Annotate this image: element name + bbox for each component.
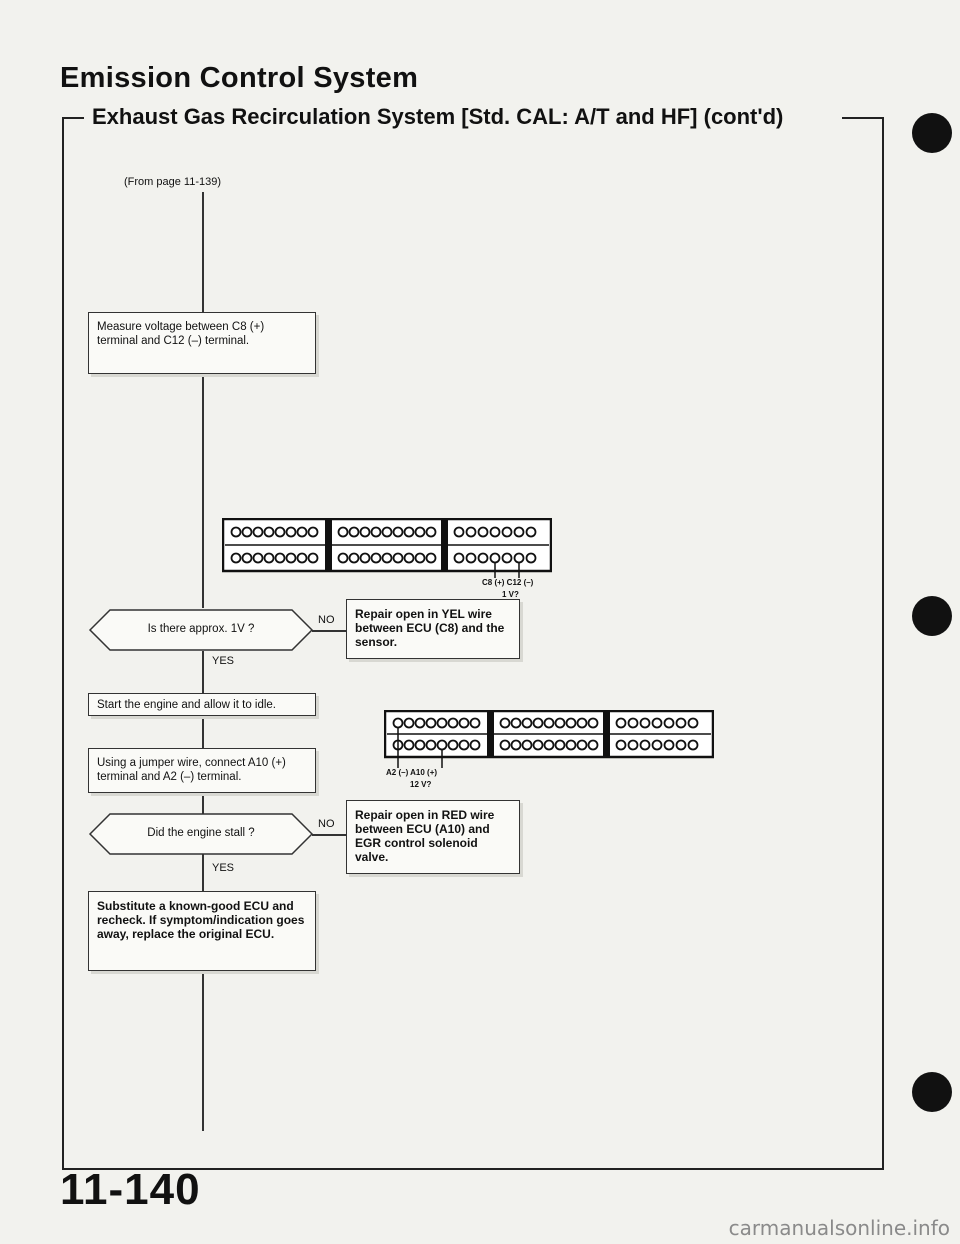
connector-c-terminals: C8 (+) C12 (–): [482, 578, 534, 587]
step-measure-box: Measure voltage between C8 (+) terminal and C12 (–) terminal.: [88, 312, 316, 374]
no-line-1: [312, 630, 346, 632]
binder-dot-3: [912, 1072, 952, 1112]
binder-dot-2: [912, 596, 952, 636]
yes-label-2: YES: [212, 862, 235, 874]
binder-dot-1: [912, 113, 952, 153]
flow-line-4: [202, 716, 204, 748]
flow-line-2: [202, 374, 204, 608]
question-approx-1v: Is there approx. 1V ?: [147, 623, 255, 635]
flow-line-7: [202, 971, 204, 1131]
page-title: Emission Control System: [60, 62, 419, 94]
no-line-2: [312, 834, 346, 836]
page-number: 11-140: [60, 1165, 201, 1214]
frame-left: [62, 117, 64, 1170]
no-label-1: NO: [318, 614, 335, 626]
step-jumper-box: Using a jumper wire, connect A10 (+) terminal and A2 (–) terminal.: [88, 748, 316, 793]
no-label-2: NO: [318, 818, 335, 830]
section-subtitle: Exhaust Gas Recirculation System [Std. CAL: A/T and HF] (cont'd): [92, 104, 784, 129]
connector-a-voltage: 12 V?: [410, 780, 432, 789]
watermark: carmanualsonline.info: [728, 1216, 950, 1240]
ecu-connector-c-icon: [222, 518, 552, 582]
repair-yel-wire-box: Repair open in YEL wire between ECU (C8) and the sensor.: [346, 599, 520, 659]
step-substitute-ecu-box: Substitute a known-good ECU and recheck. If symptom/indication goes away, replace the original ECU.: [88, 891, 316, 971]
yes-label-1: YES: [212, 655, 235, 667]
connector-c-voltage: 1 V?: [502, 590, 519, 599]
flow-line-3: [202, 651, 204, 693]
frame-top-left: [62, 117, 84, 119]
repair-red-wire-box: Repair open in RED wire between ECU (A10) and EGR control solenoid valve.: [346, 800, 520, 874]
ecu-connector-a-icon: [384, 710, 714, 770]
question-engine-stall: Did the engine stall ?: [147, 827, 255, 839]
connector-a-terminals: A2 (–) A10 (+): [386, 768, 438, 777]
flow-line-1: [202, 192, 204, 312]
from-page-label: (From page 11-139): [124, 176, 222, 188]
step-idle-box: Start the engine and allow it to idle.: [88, 693, 316, 716]
frame-top-right: [842, 117, 884, 119]
flow-line-6: [202, 853, 204, 891]
frame-right: [882, 117, 884, 1170]
